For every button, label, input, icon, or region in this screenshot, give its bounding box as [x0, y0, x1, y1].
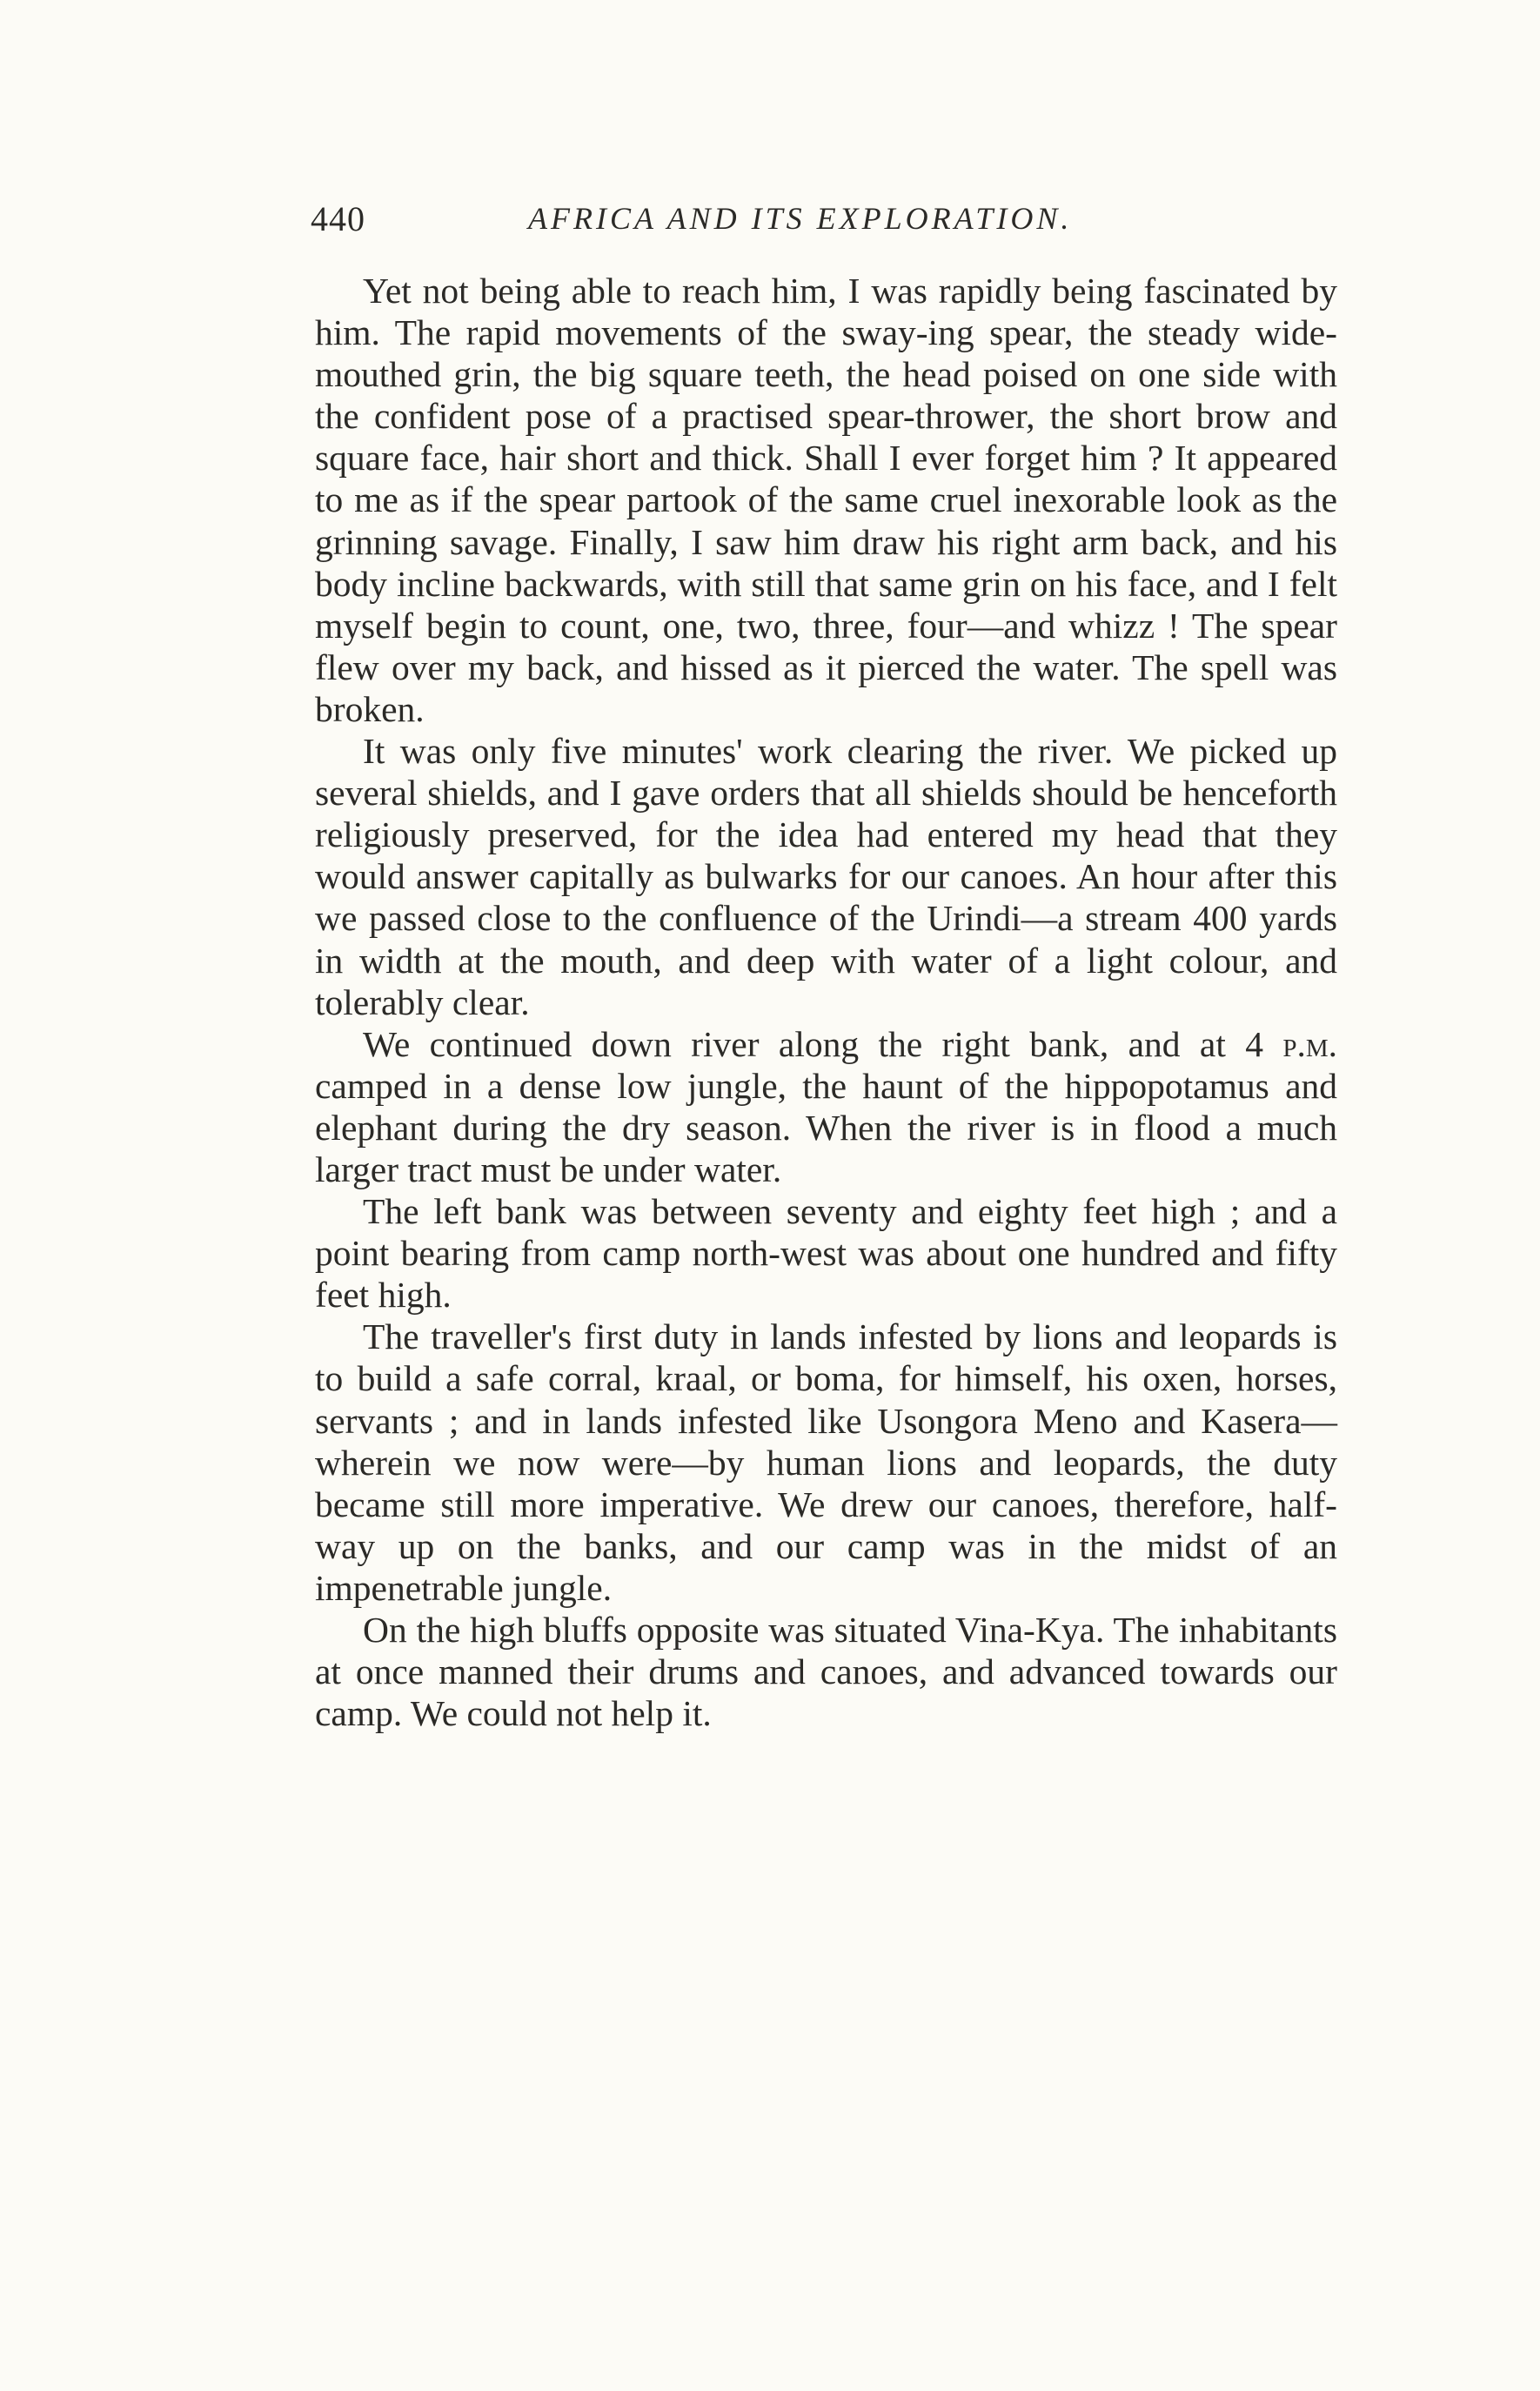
paragraph: Yet not being able to reach him, I was rapidly being fascinated by him. The rapid movements of the sway-ing spear, the steady wide-mouthed grin, the big square teeth, the head poised on one side with the confident pose of a practised spear-thrower, the short brow and square face, hair short and thick. Shall I ever forget him ? It appeared to me as if the spear partook of the same cruel inexorable look as the grinning savage. Finally, I saw him draw his right arm back, and his body incline backwards, with still that same grin on his face, and I felt myself begin to count, one, two, three, four—and whizz ! The spear flew over my back, and hissed as it pierced the water. The spell was broken.: [315, 271, 1337, 729]
paragraph: On the high bluffs opposite was situated Vina-Kya. The inhabitants at once manned their drums and canoes, and advanced towards our camp. We could not help it.: [315, 1610, 1337, 1734]
paragraph: It was only five minutes' work clearing the river. We picked up several shields, and I gave orders that all shields should be henceforth religiously preserved, for the idea had entered my head that they would answer capitally as bulwarks for our canoes. An hour after this we passed close to the confluence of the Urindi—a stream 400 yards in width at the mouth, and deep with water of a light colour, and tolerably clear.: [315, 731, 1337, 1022]
paragraph: The traveller's first duty in lands infested by lions and leopards is to build a safe corral, kraal, or boma, for himself, his oxen, horses, servants ; and in lands infested like Usongora Meno and Kasera—wherein we now were—by human lions and leopards, the duty became still more imperative. We drew our canoes, therefore, half-way up on the banks, and our camp was in the midst of an impenetrable jungle.: [315, 1316, 1337, 1608]
paragraph: The left bank was between seventy and eighty feet high ; and a point bearing from camp north-west was about one hundred and fifty feet high.: [315, 1191, 1337, 1316]
running-head: [311, 198, 1337, 251]
body-text: [315, 270, 1337, 1734]
running-title: AFRICA AND ITS EXPLORATION.: [528, 201, 1073, 236]
paragraph: [315, 1023, 1337, 1190]
paragraph-text: We continued down river along the right bank, and at 4: [363, 1023, 1283, 1064]
paragraph-text: camped in a dense low jungle, the haunt of the hippopotamus and elephant during the dry season. When the river is in flood a much larger tract must be under water.: [315, 1065, 1337, 1189]
time-abbreviation: p.m.: [1282, 1023, 1337, 1064]
page-number: 440: [311, 199, 365, 238]
